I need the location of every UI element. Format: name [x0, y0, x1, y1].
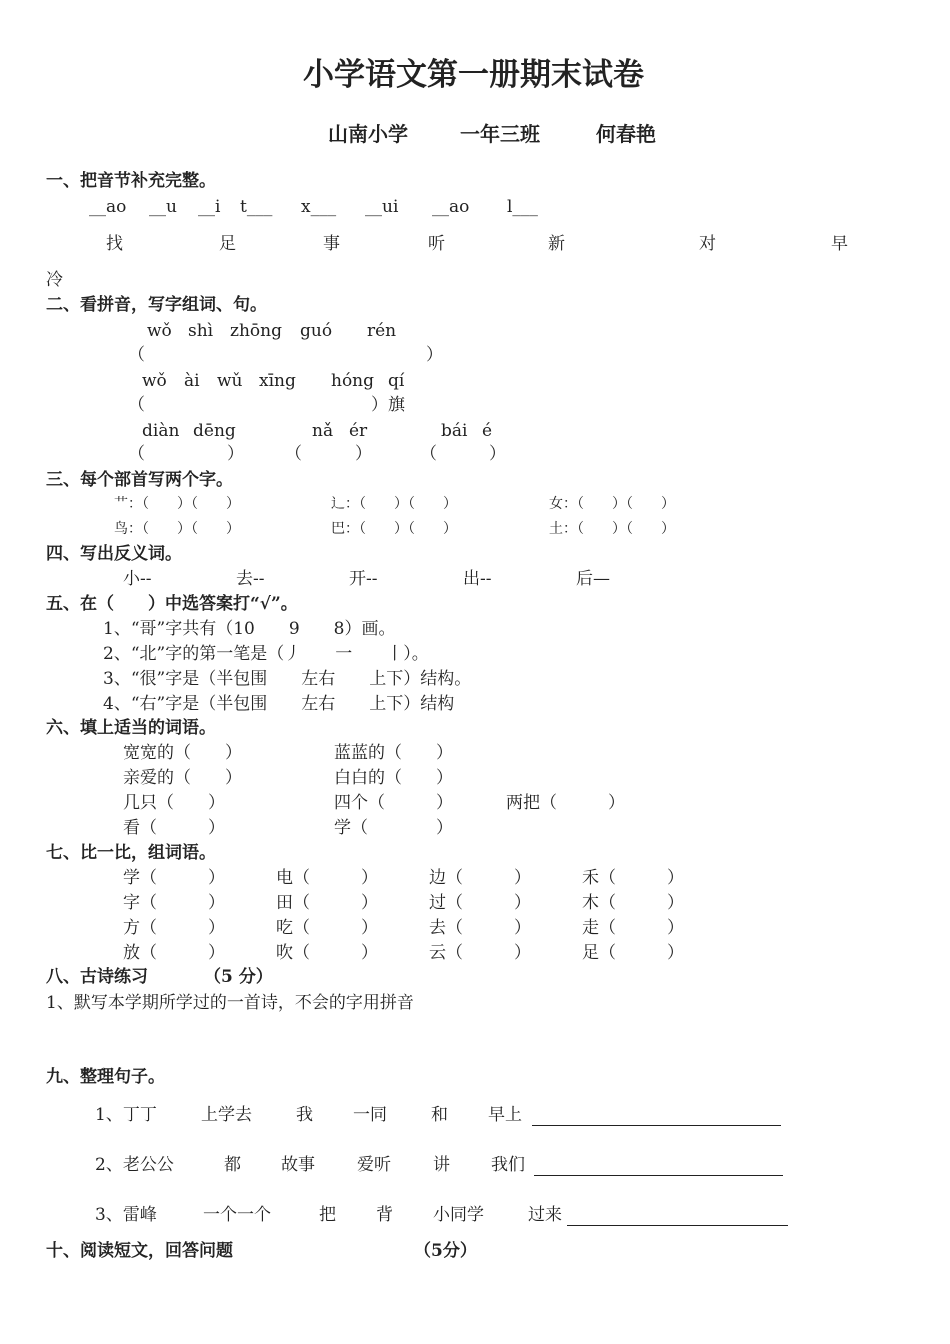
compare-item: 学（ ）: [123, 868, 225, 888]
compare-item: 走（ ）: [582, 918, 684, 938]
char-item: 新: [548, 234, 565, 254]
antonym-item: 开--: [349, 569, 378, 589]
pinyin: é: [482, 421, 493, 441]
pinyin: ài: [184, 371, 200, 391]
compare-item: 方（ ）: [123, 918, 225, 938]
choice-question: 1、“哥”字共有（10 9 8）画。: [103, 619, 396, 639]
section-8-heading: 八、古诗练习: [46, 967, 148, 987]
syllable-item: __ui: [365, 197, 399, 217]
section-1-heading: 一、把音节补充完整。: [46, 171, 216, 191]
section-6-heading: 六、填上适当的词语。: [46, 718, 216, 738]
syllable-item: __i: [198, 197, 221, 217]
teacher-name: 何春艳: [596, 122, 656, 146]
char-item: 冷: [46, 270, 63, 290]
sentence-word: 都: [224, 1155, 241, 1175]
syllable-item: __ao: [89, 197, 127, 217]
radical-item: 女：（ ）（ ）: [549, 496, 675, 512]
pinyin: bái: [441, 421, 468, 441]
sentence-word: 3、雷峰: [95, 1205, 157, 1225]
sentence-word: 过来: [528, 1205, 562, 1225]
section-4-heading: 四、写出反义词。: [46, 544, 182, 564]
sentence-word: 1、丁丁: [95, 1105, 157, 1125]
pinyin: wǒ: [142, 371, 167, 391]
answer-line: [534, 1175, 783, 1176]
compare-item: 木（ ）: [582, 893, 684, 913]
compare-item: 禾（ ）: [582, 868, 684, 888]
char-item: 早: [831, 234, 848, 254]
compare-item: 过（ ）: [429, 893, 531, 913]
compare-item: 云（ ）: [429, 943, 531, 963]
fill-item: 四个（ ）: [334, 793, 453, 813]
compare-item: 吃（ ）: [276, 918, 378, 938]
sentence-word: 把: [319, 1205, 336, 1225]
syllable-item: l___: [507, 197, 538, 217]
sentence-word: 上学去: [201, 1105, 252, 1125]
syllable-item: x___: [301, 197, 337, 217]
compare-item: 电（ ）: [276, 868, 378, 888]
radical-item: 巴：（ ）（ ）: [331, 521, 457, 537]
antonym-item: 小--: [123, 569, 152, 589]
answer-bracket: ）: [426, 345, 443, 365]
section-8-score: （5 分）: [204, 967, 273, 987]
section-3-heading: 三、每个部首写两个字。: [46, 470, 233, 490]
page-title: 小学语文第一册期末试卷: [303, 57, 644, 93]
section-5-heading: 五、在（ ）中选答案打“√”。: [46, 594, 298, 614]
char-item: 听: [428, 234, 445, 254]
section-9-heading: 九、整理句子。: [46, 1067, 165, 1087]
pinyin: xīng: [259, 371, 296, 391]
fill-item: 几只（ ）: [123, 793, 225, 813]
pinyin: zhōng: [230, 321, 282, 341]
radical-item: 土：（ ）（ ）: [549, 521, 675, 537]
compare-item: 去（ ）: [429, 918, 531, 938]
pinyin: nǎ: [312, 421, 334, 441]
syllable-item: __ao: [432, 197, 470, 217]
sentence-word: 小同学: [433, 1205, 484, 1225]
class-name: 一年三班: [460, 122, 540, 146]
sentence-word: 我们: [491, 1155, 525, 1175]
sentence-word: 2、老公公: [95, 1155, 174, 1175]
choice-question: 4、“右”字是（半包围 左右 上下）结构: [103, 694, 455, 714]
pinyin: qí: [388, 371, 405, 391]
answer-bracket: （: [420, 444, 437, 464]
sentence-word: 我: [296, 1105, 313, 1125]
char-item: 事: [323, 234, 340, 254]
char-item: 足: [219, 234, 236, 254]
char-item: 对: [699, 234, 716, 254]
pinyin: shì: [188, 321, 214, 341]
answer-bracket: ）: [489, 444, 506, 464]
antonym-item: 出--: [463, 569, 492, 589]
section-2-heading: 二、看拼音，写字组词、句。: [46, 295, 267, 315]
sentence-word: 一同: [353, 1105, 387, 1125]
compare-item: 放（ ）: [123, 943, 225, 963]
fill-item: 亲爱的（ ）: [123, 768, 242, 788]
syllable-item: t___: [240, 197, 273, 217]
sentence-word: 背: [376, 1205, 393, 1225]
pinyin: hóng: [331, 371, 375, 391]
pinyin: diàn: [142, 421, 180, 441]
compare-item: 足（ ）: [582, 943, 684, 963]
answer-bracket: ）旗: [371, 395, 405, 415]
sentence-word: 和: [431, 1105, 448, 1125]
compare-item: 字（ ）: [123, 893, 225, 913]
sentence-word: 故事: [281, 1155, 315, 1175]
section-10-score: （5分）: [414, 1241, 477, 1261]
antonym-item: 去--: [236, 569, 265, 589]
poem-question: 1、默写本学期所学过的一首诗，不会的字用拼音: [46, 993, 414, 1013]
pinyin: wǒ: [147, 321, 172, 341]
answer-line: [532, 1125, 781, 1126]
fill-item: 看（ ）: [123, 818, 225, 838]
answer-bracket: ）: [355, 444, 372, 464]
answer-bracket: ）: [227, 444, 244, 464]
antonym-item: 后—: [576, 569, 610, 589]
choice-question: 2、“北”字的第一笔是（丿 一 丨）。: [103, 644, 429, 664]
compare-item: 田（ ）: [276, 893, 378, 913]
pinyin: guó: [300, 321, 333, 341]
fill-item: 蓝蓝的（ ）: [334, 743, 453, 763]
pinyin: ér: [349, 421, 368, 441]
choice-question: 3、“很”字是（半包围 左右 上下）结构。: [103, 669, 472, 689]
radical-item: 辶：（ ）（ ）: [331, 496, 457, 512]
pinyin: dēng: [193, 421, 236, 441]
answer-bracket: （: [128, 395, 145, 415]
sentence-word: 早上: [488, 1105, 522, 1125]
char-item: 找: [106, 234, 123, 254]
radical-item: 鸟：（ ）（ ）: [114, 521, 240, 537]
syllable-item: __u: [149, 197, 177, 217]
pinyin: rén: [367, 321, 397, 341]
compare-item: 吹（ ）: [276, 943, 378, 963]
answer-bracket: （: [285, 444, 302, 464]
fill-item: 宽宽的（ ）: [123, 743, 242, 763]
radical-item: 艹：（ ）（ ）: [114, 496, 240, 512]
answer-line: [567, 1225, 788, 1226]
school-name: 山南小学: [328, 122, 408, 146]
fill-item: 两把（ ）: [506, 793, 625, 813]
sentence-word: 一个一个: [203, 1205, 271, 1225]
sentence-word: 讲: [433, 1155, 450, 1175]
fill-item: 学（ ）: [334, 818, 453, 838]
section-10-heading: 十、阅读短文，回答问题: [46, 1241, 233, 1261]
sentence-word: 爱听: [357, 1155, 391, 1175]
section-7-heading: 七、比一比，组词语。: [46, 843, 216, 863]
answer-bracket: （: [128, 345, 145, 365]
fill-item: 白白的（ ）: [334, 768, 453, 788]
pinyin: wǔ: [217, 371, 243, 391]
answer-bracket: （: [128, 444, 145, 464]
compare-item: 边（ ）: [429, 868, 531, 888]
